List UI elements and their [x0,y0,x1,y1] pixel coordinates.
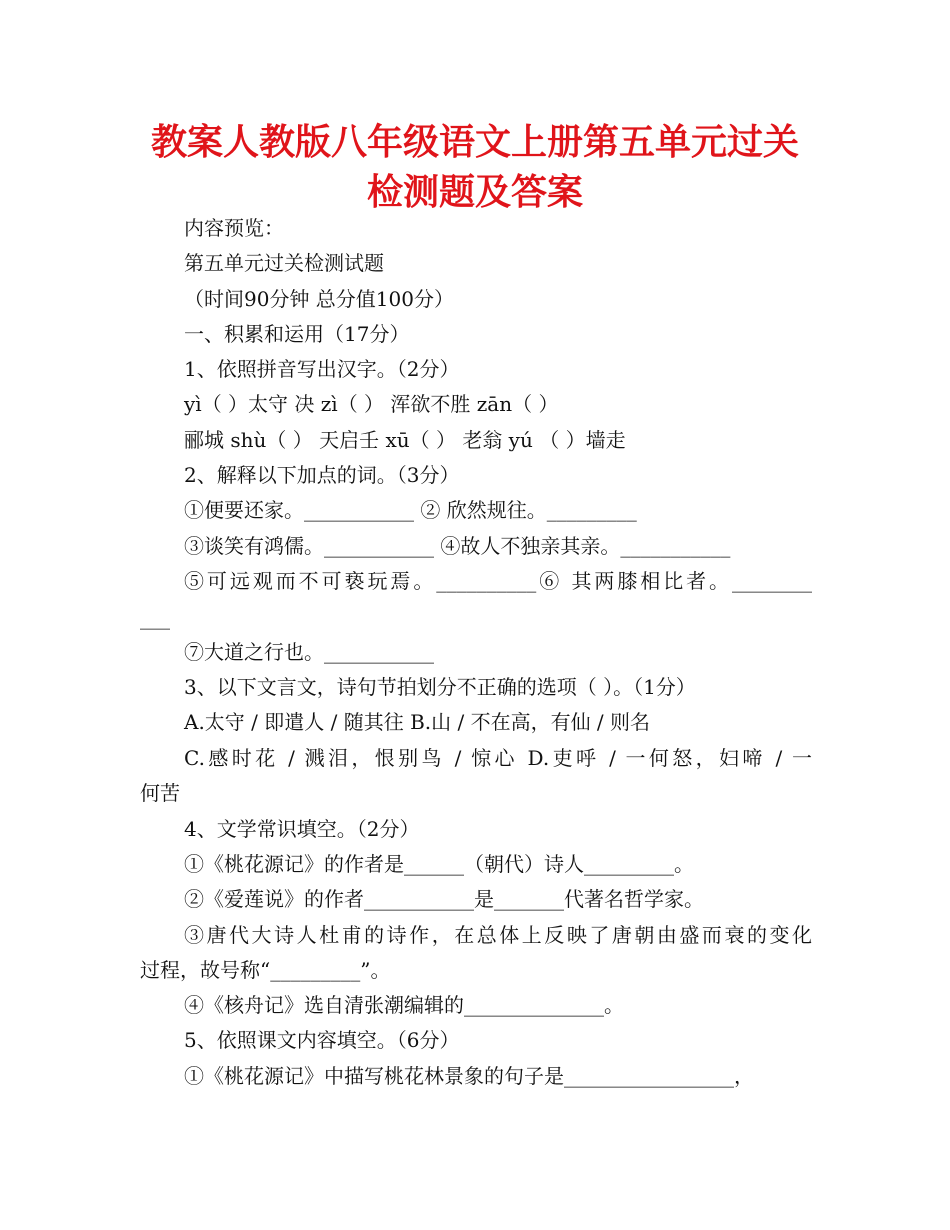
question-2-line-4: ⑦大道之行也。___________ [184,640,434,664]
question-2-line-3-wrap: ___ [140,606,170,630]
question-4-item-3: ③唐代大诗人杜甫的诗作，在总体上反映了唐朝由盛而衰的变化 [184,923,812,947]
question-2-line-1: ①便要还家。___________ ② 欣然规往。_________ [184,498,637,522]
document-title: 教案人教版八年级语文上册第五单元过关检测题及答案 [150,122,799,213]
question-1: 1、依照拼音写出汉字。（2分） [184,357,460,381]
question-5-item-1: ①《桃花源记》中描写桃花林景象的句子是_________________， [184,1064,754,1088]
question-2-line-3: ⑤可远观而不可亵玩焉。__________⑥ 其两膝相比者。________ [184,569,812,593]
preview-label: 内容预览： [184,216,284,240]
question-4-item-1: ①《桃花源记》的作者是______（朝代）诗人_________。 [184,852,694,876]
test-title: 第五单元过关检测试题 [184,251,384,275]
question-1-line-1: yì（ ）太守 决 zì（ ） 浑欲不胜 zān（ ） [184,392,559,416]
question-3-option-cd: C.感时花 / 溅泪，恨别鸟 / 惊心 D.吏呼 / 一何怒，妇啼 / 一 [184,746,812,770]
question-3-option-cd-wrap: 何苦 [140,781,180,805]
question-3-option-ab: A.太守 / 即遣人 / 随其往 B.山 / 不在高，有仙 / 则名 [184,710,651,734]
section-heading: 一、积累和运用（17分） [184,322,410,346]
question-5: 5、依照课文内容填空。（6分） [184,1028,460,1052]
test-info: （时间90分钟 总分值100分） [184,287,454,311]
question-2-line-2: ③谈笑有鸿儒。___________ ④故人不独亲其亲。___________ [184,534,731,558]
question-3: 3、以下文言文，诗句节拍划分不正确的选项（ ）。（1分） [184,675,696,699]
question-4-item-3-wrap: 过程，故号称“_________”。 [140,958,391,982]
question-2: 2、解释以下加点的词。（3分） [184,463,460,487]
question-1-line-2: 郦城 shù（ ） 天启壬 xū（ ） 老翁 yú （ ）墙走 [184,428,626,452]
question-4-item-2: ②《爱莲说》的作者___________是_______代著名哲学家。 [184,887,704,911]
question-4-item-4: ④《核舟记》选自清张潮编辑的______________。 [184,993,624,1017]
question-4: 4、文学常识填空。（2分） [184,817,420,841]
